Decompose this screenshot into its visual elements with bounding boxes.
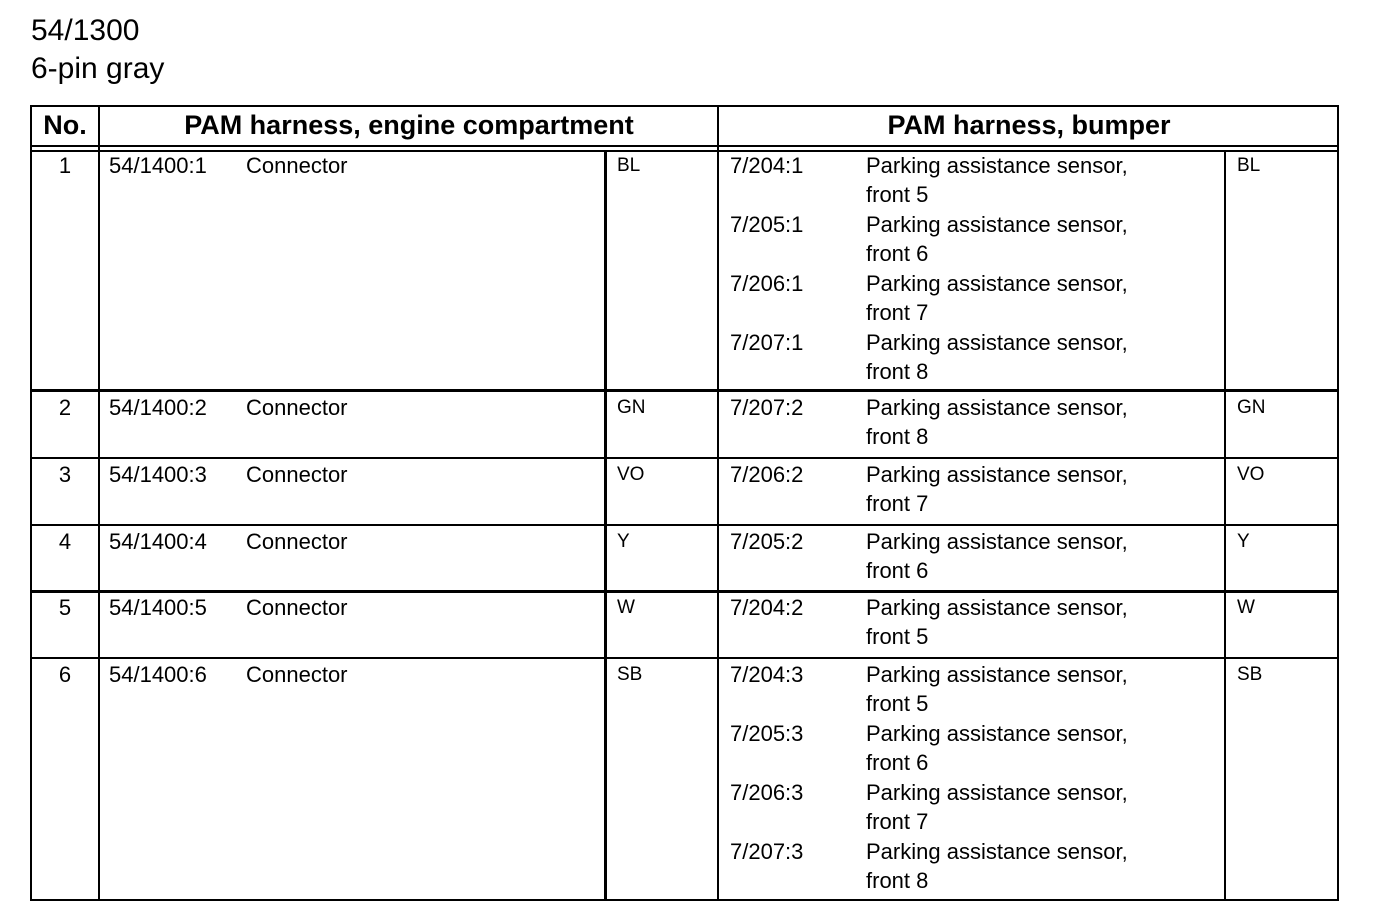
bumper-wire-color: GN — [1237, 397, 1266, 418]
table-right-border — [1337, 105, 1339, 901]
bumper-desc-line1: Parking assistance sensor, — [866, 330, 1128, 355]
bumper-desc-line2: front 5 — [866, 691, 929, 716]
engine-connector-ref: 54/1400:4 — [109, 529, 207, 554]
bumper-desc-line1: Parking assistance sensor, — [866, 212, 1128, 237]
pin-number: 1 — [58, 153, 72, 178]
bumper-desc-line2: front 7 — [866, 809, 929, 834]
table-left-border — [30, 105, 32, 901]
header-bumper: PAM harness, bumper — [887, 110, 1171, 140]
row-divider — [31, 657, 1339, 659]
engine-wire-color: VO — [617, 464, 645, 485]
bumper-desc-line1: Parking assistance sensor, — [866, 462, 1128, 487]
bumper-desc-line2: front 7 — [866, 491, 929, 516]
row-divider — [31, 457, 1339, 459]
header-divider — [31, 150, 1339, 152]
table-bottom-border — [31, 899, 1339, 901]
bumper-desc-line1: Parking assistance sensor, — [866, 271, 1128, 296]
bumper-desc-line2: front 7 — [866, 300, 929, 325]
bumper-connector-ref: 7/205:1 — [730, 212, 804, 237]
header-no: No. — [43, 110, 87, 140]
bumper-desc-line1: Parking assistance sensor, — [866, 153, 1128, 178]
pin-number: 2 — [58, 395, 72, 420]
bumper-connector-ref: 7/206:1 — [730, 271, 804, 296]
pin-number: 3 — [58, 462, 72, 487]
engine-connector-desc: Connector — [246, 462, 348, 487]
bumper-wire-color: W — [1237, 597, 1255, 618]
row-divider — [31, 524, 1339, 526]
bumper-desc-line2: front 8 — [866, 424, 929, 449]
engine-connector-ref: 54/1400:5 — [109, 595, 207, 620]
bumper-connector-ref: 7/207:1 — [730, 330, 804, 355]
header-divider — [31, 145, 1339, 147]
bumper-desc-line2: front 8 — [866, 359, 929, 384]
pin-number: 4 — [58, 529, 72, 554]
column-divider — [98, 105, 100, 901]
bumper-connector-ref: 7/204:2 — [730, 595, 804, 620]
engine-wire-color: W — [617, 597, 635, 618]
bumper-desc-line1: Parking assistance sensor, — [866, 395, 1128, 420]
engine-connector-desc: Connector — [246, 662, 348, 687]
bumper-desc-line1: Parking assistance sensor, — [866, 662, 1128, 687]
bumper-desc-line1: Parking assistance sensor, — [866, 780, 1128, 805]
bumper-connector-ref: 7/205:2 — [730, 529, 804, 554]
pin-number: 5 — [58, 595, 72, 620]
bumper-wire-color: Y — [1237, 531, 1250, 552]
bumper-desc-line2: front 6 — [866, 558, 929, 583]
column-divider — [604, 150, 607, 901]
column-divider — [1224, 150, 1226, 901]
header-engine-compartment: PAM harness, engine compartment — [184, 110, 634, 140]
bumper-desc-line1: Parking assistance sensor, — [866, 721, 1128, 746]
row-divider — [31, 590, 1339, 593]
bumper-wire-color: BL — [1237, 155, 1261, 176]
engine-wire-color: SB — [617, 664, 643, 685]
engine-connector-desc: Connector — [246, 153, 348, 178]
engine-connector-ref: 54/1400:6 — [109, 662, 207, 687]
engine-connector-desc: Connector — [246, 395, 348, 420]
engine-connector-ref: 54/1400:3 — [109, 462, 207, 487]
engine-connector-desc: Connector — [246, 595, 348, 620]
connector-subtitle: 6-pin gray — [31, 52, 165, 85]
bumper-connector-ref: 7/206:2 — [730, 462, 804, 487]
bumper-desc-line2: front 5 — [866, 624, 929, 649]
bumper-connector-ref: 7/204:1 — [730, 153, 804, 178]
bumper-desc-line2: front 5 — [866, 182, 929, 207]
bumper-connector-ref: 7/206:3 — [730, 780, 804, 805]
engine-wire-color: BL — [617, 155, 641, 176]
engine-wire-color: Y — [617, 531, 630, 552]
column-divider — [717, 105, 719, 901]
bumper-connector-ref: 7/205:3 — [730, 721, 804, 746]
bumper-desc-line1: Parking assistance sensor, — [866, 595, 1128, 620]
bumper-desc-line2: front 8 — [866, 868, 929, 893]
bumper-connector-ref: 7/207:2 — [730, 395, 804, 420]
engine-connector-desc: Connector — [246, 529, 348, 554]
bumper-desc-line1: Parking assistance sensor, — [866, 839, 1128, 864]
table-top-border — [31, 105, 1339, 107]
bumper-desc-line2: front 6 — [866, 241, 929, 266]
bumper-connector-ref: 7/204:3 — [730, 662, 804, 687]
bumper-connector-ref: 7/207:3 — [730, 839, 804, 864]
bumper-desc-line1: Parking assistance sensor, — [866, 529, 1128, 554]
row-divider — [31, 389, 1339, 392]
pin-number: 6 — [58, 662, 72, 687]
connector-title: 54/1300 — [31, 14, 140, 47]
bumper-wire-color: VO — [1237, 464, 1265, 485]
engine-wire-color: GN — [617, 397, 646, 418]
engine-connector-ref: 54/1400:2 — [109, 395, 207, 420]
engine-connector-ref: 54/1400:1 — [109, 153, 207, 178]
bumper-wire-color: SB — [1237, 664, 1263, 685]
bumper-desc-line2: front 6 — [866, 750, 929, 775]
